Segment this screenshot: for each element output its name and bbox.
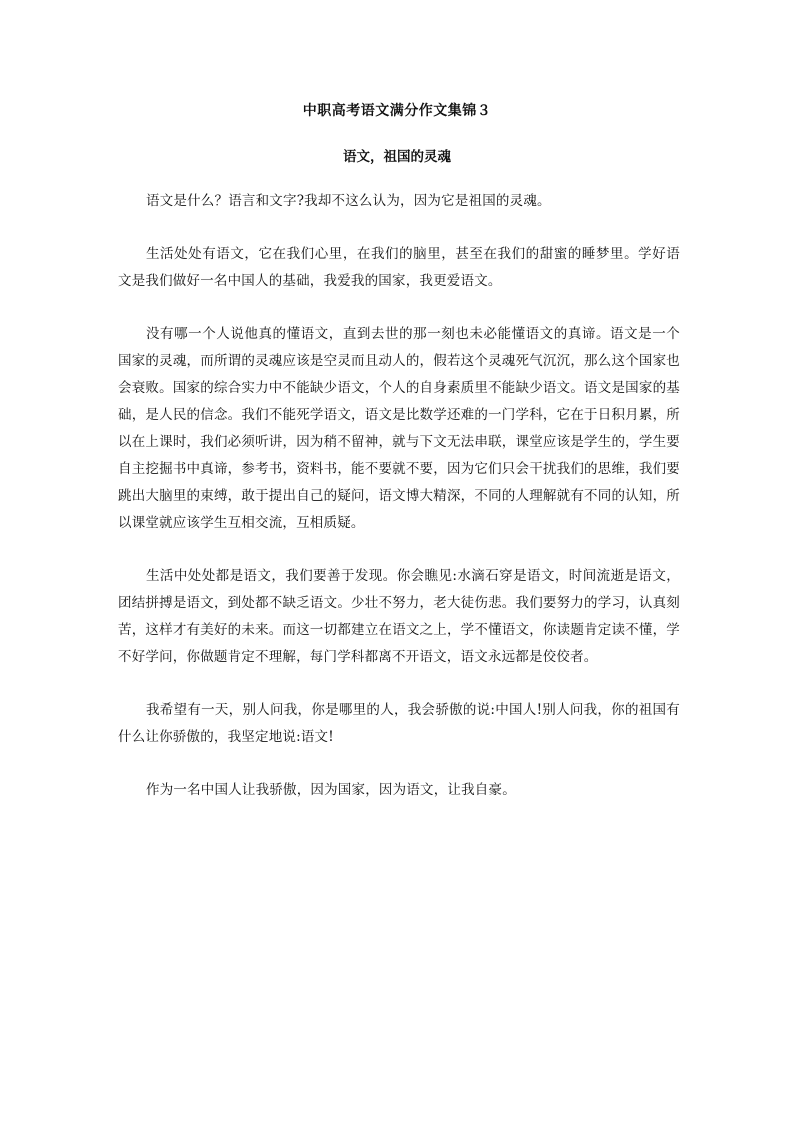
paragraph-4: 生活中处处都是语文，我们要善于发现。你会瞧见:水滴石穿是语文，时间流逝是语文，团结拼搏是语文，到处都不缺乏语文。少壮不努力，老大徒伤悲。我们要努力的学习，认真刻苦，这样才有美好的未来。而这一切都建立在语文之上，学不懂语文，你读题肯定读不懂，学不好学问，你做题肯定不理解，每门学科都离不开语文，语文永远都是佼佼者。: [118, 568, 680, 665]
page-title: 中职高考语文满分作文集锦３: [302, 103, 492, 119]
essay-title: 语文，祖国的灵魂: [343, 149, 451, 165]
paragraph-1: 语文是什么？语言和文字?我却不这么认为，因为它是祖国的灵魂。: [146, 193, 551, 209]
paragraph-3: 没有哪一个人说他真的懂语文，直到去世的那一刻也未必能懂语文的真谛。语文是一个国家的灵魂，而所谓的灵魂应该是空灵而且动人的，假若这个灵魂死气沉沉，那么这个国家也会衰败。国家的综合实力中不能缺少语文，个人的自身素质里不能缺少语文。语文是国家的基础，是人民的信念。我们不能死学语文，语文是比数学还难的一门学科，它在于日积月累，所以在上课时，我们必须听讲，因为稍不留神，就与下文无法串联，课堂应该是学生的，学生要自主挖掘书中真谛，参考书，资料书，能不要就不要，因为它们只会干扰我们的思维，我们要跳出大脑里的束缚，敢于提出自己的疑问，语文博大精深，不同的人理解就有不同的认知，所以课堂就应该学生互相交流，互相质疑。: [118, 326, 680, 531]
essay-body: [118, 188, 680, 830]
paragraph-2: 生活处处有语文，它在我们心里，在我们的脑里，甚至在我们的甜蜜的睡梦里。学好语文是我们做好一名中国人的基础，我爱我的国家，我更爱语文。: [118, 246, 680, 289]
paragraph-5: 我希望有一天，别人问我，你是哪里的人，我会骄傲的说:中国人!别人问我，你的祖国有什么让你骄傲的，我坚定地说:语文!: [118, 702, 680, 745]
paragraph-6: 作为一名中国人让我骄傲，因为国家，因为语文，让我自豪。: [146, 782, 516, 798]
